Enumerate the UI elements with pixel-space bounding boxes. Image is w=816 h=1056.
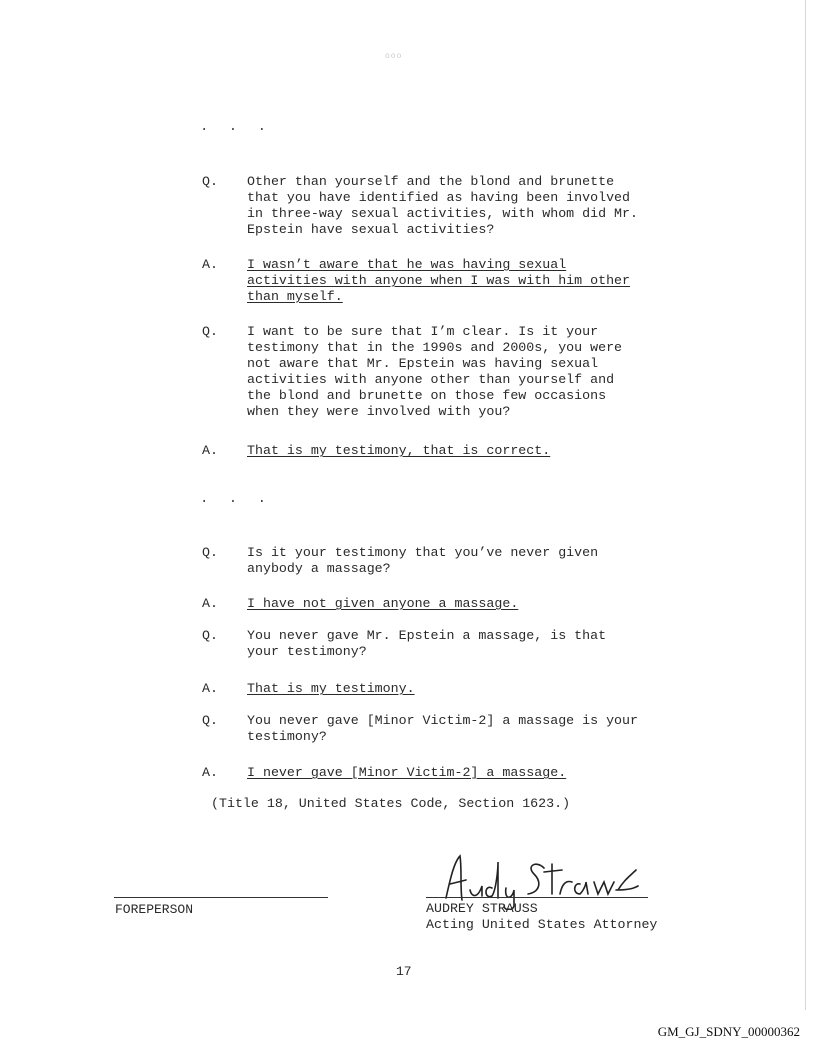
- answer-block: [202, 765, 702, 781]
- question-text: You never gave Mr. Epstein a massage, is that your testimony?: [247, 628, 607, 659]
- answer-text: That is my testimony.: [247, 681, 415, 696]
- answer-tag: A.: [202, 257, 218, 272]
- attorney-signature-block: [426, 901, 657, 933]
- answer-tag: A.: [202, 681, 218, 696]
- question-tag: Q.: [202, 174, 218, 189]
- header-smudge: ooo: [385, 52, 403, 61]
- page-edge: [805, 0, 806, 1010]
- omission-ellipsis: · · ·: [200, 122, 273, 138]
- answer-tag: A.: [202, 443, 218, 458]
- answer-text: That is my testimony, that is correct.: [247, 443, 551, 458]
- question-text: I want to be sure that I’m clear. Is it your testimony that in the 1990s and 2000s, you were not aware that Mr. Epstein was having sexual activities with anyone other than yourself and the blond and brunette on those few occasions when they were involved with you?: [247, 324, 623, 419]
- question-text: Other than yourself and the blond and brunette that you have identified as having been involved in three-way sexual activities, with whom did Mr. Epstein have sexual activities?: [247, 174, 638, 237]
- question-block: [202, 545, 702, 577]
- question-block: [202, 324, 702, 420]
- question-tag: Q.: [202, 545, 218, 560]
- question-tag: Q.: [202, 628, 218, 643]
- foreperson-signature-line: [114, 897, 328, 898]
- page-number: 17: [396, 964, 412, 979]
- answer-text: I have not given anyone a massage.: [247, 596, 519, 611]
- answer-text: I wasn’t aware that he was having sexual activities with anyone when I was with him other than myself.: [247, 257, 631, 304]
- answer-tag: A.: [202, 765, 218, 780]
- omission-ellipsis: · · ·: [200, 494, 273, 510]
- answer-block: [202, 596, 702, 612]
- bates-number: GM_GJ_SDNY_00000362: [657, 1024, 800, 1039]
- question-block: [202, 174, 702, 238]
- question-block: [202, 713, 702, 745]
- question-tag: Q.: [202, 324, 218, 339]
- answer-block: [202, 681, 702, 697]
- question-block: [202, 628, 702, 660]
- question-tag: Q.: [202, 713, 218, 728]
- answer-block: [202, 443, 702, 459]
- statute-citation: (Title 18, United States Code, Section 1623.): [211, 796, 571, 811]
- answer-text: I never gave [Minor Victim-2] a massage.: [247, 765, 567, 780]
- attorney-name: AUDREY STRAUSS: [426, 901, 538, 916]
- foreperson-label: FOREPERSON: [115, 902, 194, 917]
- attorney-signature-line: [426, 897, 648, 898]
- attorney-title: Acting United States Attorney: [426, 917, 658, 932]
- question-text: You never gave [Minor Victim-2] a massage is your testimony?: [247, 713, 638, 744]
- answer-block: [202, 257, 702, 305]
- answer-tag: A.: [202, 596, 218, 611]
- question-text: Is it your testimony that you’ve never given anybody a massage?: [247, 545, 599, 576]
